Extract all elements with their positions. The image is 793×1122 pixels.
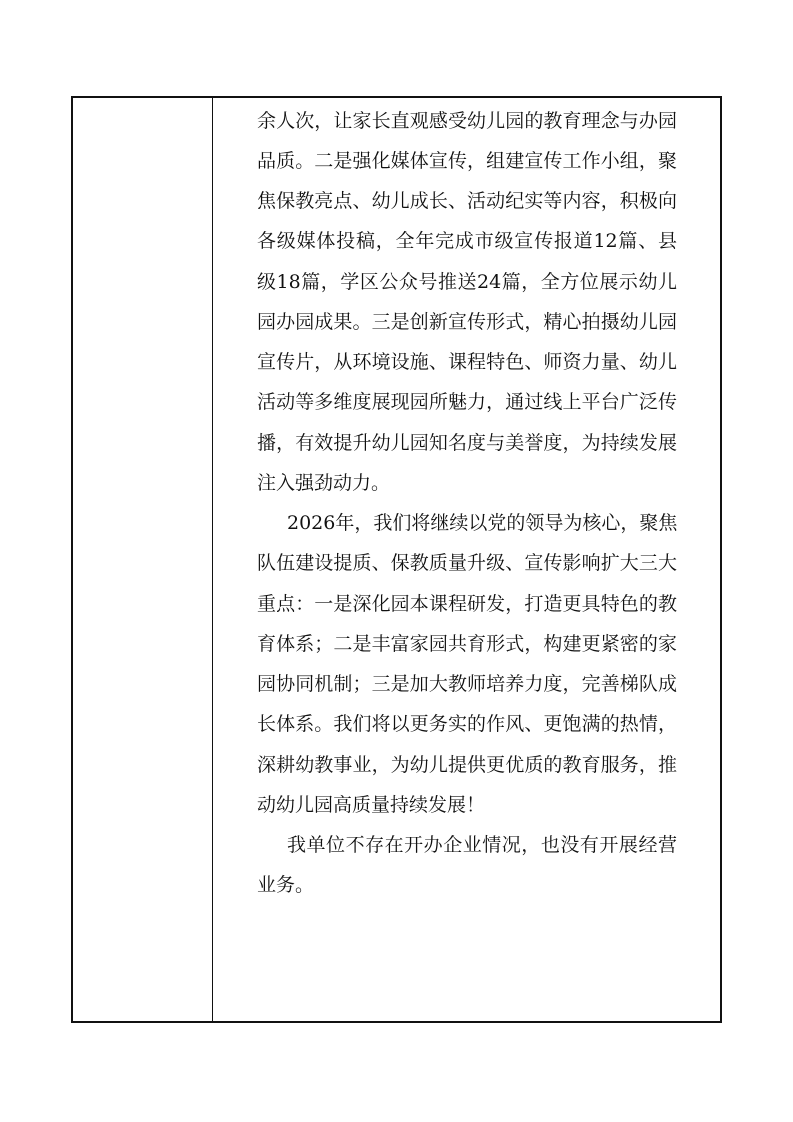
- text-line: 重点：一是深化园本课程研发，打造更具特色的教: [257, 593, 677, 615]
- text-line: 级18篇，学区公众号推送24篇，全方位展示幼儿: [257, 271, 677, 293]
- text-line: 动幼儿园高质量持续发展！: [257, 794, 486, 816]
- paragraph-start-line: 2026年，我们将继续以党的领导为核心，聚焦: [287, 512, 678, 534]
- text-line: 队伍建设提质、保教质量升级、宣传影响扩大三大: [257, 552, 677, 574]
- left-label-cell: [73, 98, 213, 1021]
- text-line: 品质。二是强化媒体宣传，组建宣传工作小组，聚: [257, 150, 677, 172]
- text-line: 育体系；二是丰富家园共育形式，构建更紧密的家: [257, 633, 677, 655]
- paragraph-start-line: 我单位不存在开办企业情况，也没有开展经营: [287, 834, 677, 856]
- text-line: 播，有效提升幼儿园知名度与美誉度，为持续发展: [257, 432, 677, 454]
- text-line: 各级媒体投稿，全年完成市级宣传报道12篇、县: [257, 230, 677, 252]
- text-line: 活动等多维度展现园所魅力，通过线上平台广泛传: [257, 391, 677, 413]
- text-line: 余人次，让家长直观感受幼儿园的教育理念与办园: [257, 110, 677, 132]
- text-line: 园协同机制；三是加大教师培养力度，完善梯队成: [257, 673, 677, 695]
- content-cell: [214, 98, 720, 1021]
- text-line: 园办园成果。三是创新宣传形式，精心拍摄幼儿园: [257, 311, 677, 333]
- text-line: 宣传片，从环境设施、课程特色、师资力量、幼儿: [257, 351, 677, 373]
- text-line: 焦保教亮点、幼儿成长、活动纪实等内容，积极向: [257, 190, 677, 212]
- text-line: 业务。: [257, 874, 315, 896]
- text-line: 长体系。我们将以更务实的作风、更饱满的热情，: [257, 713, 677, 735]
- text-line: 深耕幼教事业，为幼儿提供更优质的教育服务，推: [257, 754, 677, 776]
- text-line: 注入强劲动力。: [257, 472, 391, 494]
- document-table: [71, 96, 722, 1023]
